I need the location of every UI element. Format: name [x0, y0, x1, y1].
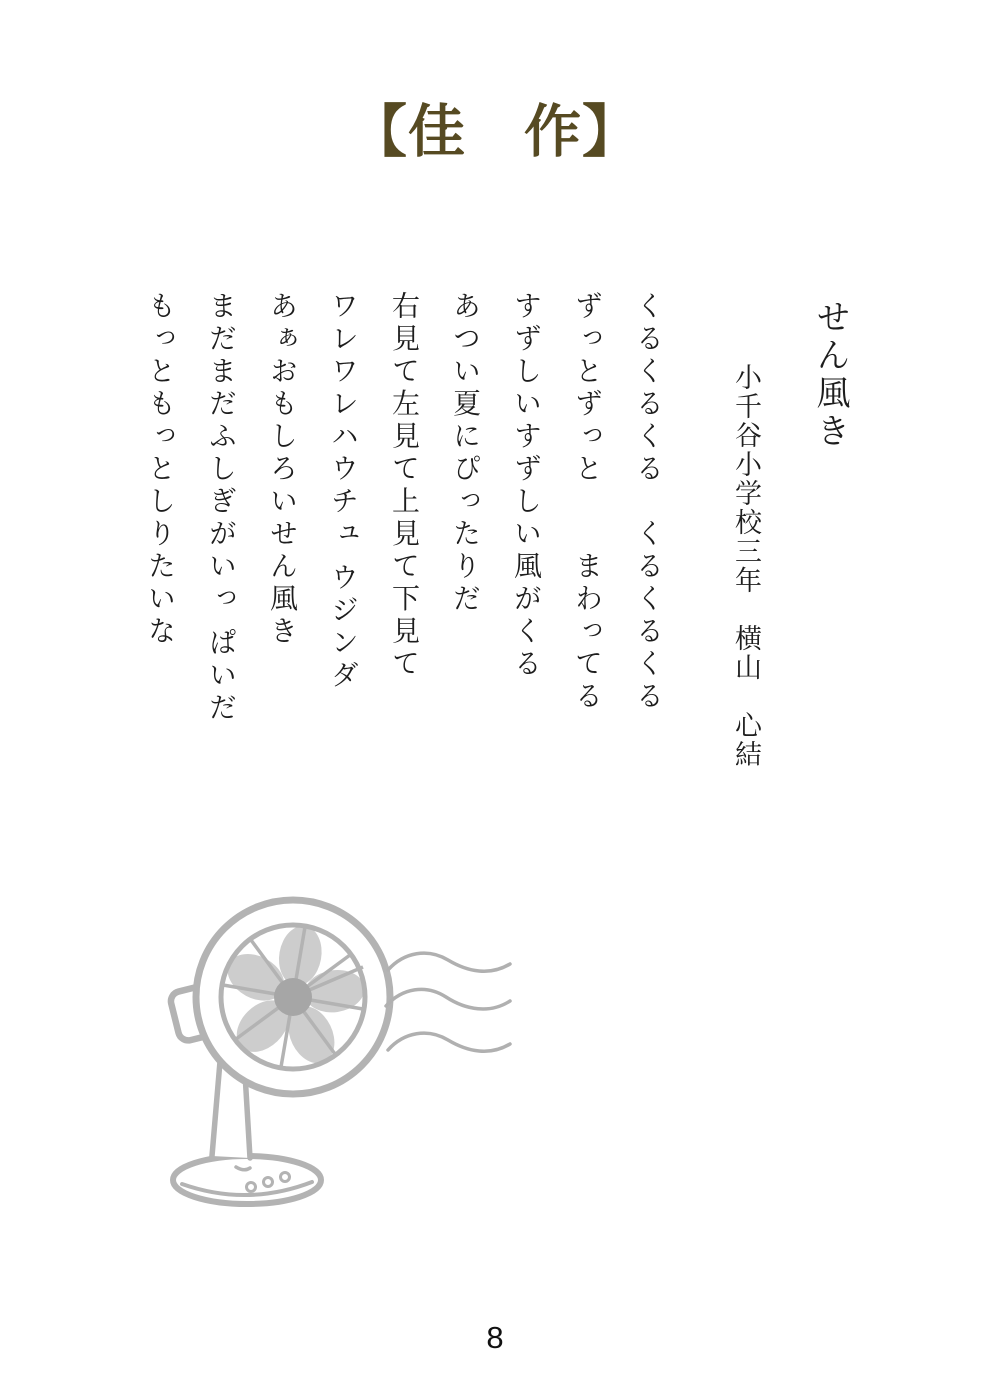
poem-line: もっともっとしりたいな — [144, 291, 175, 649]
poem-title: せん風き — [811, 299, 848, 451]
page-number: 8 — [486, 1320, 504, 1355]
poem-line: あつい夏にぴったりだ — [449, 291, 480, 616]
poem-line: ずっとずっと まわってる — [571, 291, 602, 714]
poem-line: すずしいすずしい風がくる — [510, 291, 541, 681]
fan-base — [173, 1156, 321, 1204]
electric-fan-icon — [150, 890, 530, 1230]
poem-line: あぁおもしろいせん風き — [266, 291, 297, 649]
fan-hub — [274, 978, 312, 1016]
poem-author: 小千谷小学校三年 横山 心結 — [731, 363, 761, 769]
poem-line: くるくるくる くるくるくる — [632, 291, 663, 714]
poem-line: まだまだふしぎがいっ ぱいだ — [205, 291, 236, 725]
wind-lines-icon — [386, 953, 510, 1051]
poem-line: 右見て左見て上見て下見て — [388, 291, 419, 681]
poem-lines — [129, 291, 678, 811]
poem-line: ワレワレハウチュ ウジンダ — [327, 291, 358, 693]
fan-illustration — [150, 890, 530, 1230]
fan-cage — [196, 900, 390, 1094]
award-title: 【佳 作】 — [350, 101, 640, 164]
poem-block — [129, 291, 850, 811]
